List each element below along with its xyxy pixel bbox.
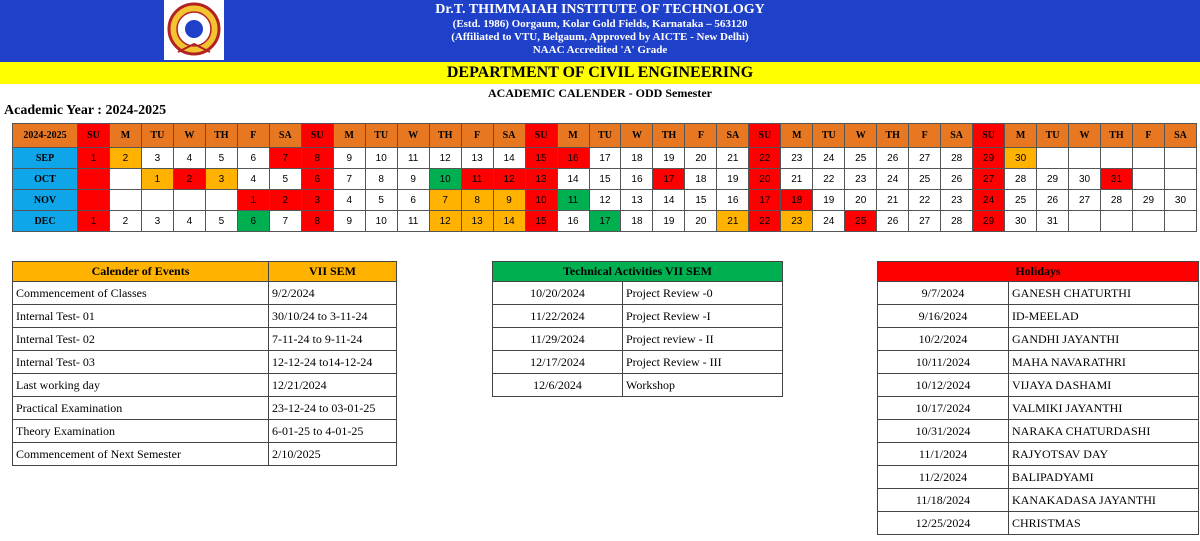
day-cell: 17 (749, 190, 781, 211)
weekday-header: TU (813, 124, 845, 148)
day-cell (1132, 148, 1164, 169)
month-label: NOV (13, 190, 78, 211)
month-label: OCT (13, 169, 78, 190)
institute-name: Dr.T. THIMMAIAH INSTITUTE OF TECHNOLOGY (435, 2, 765, 17)
day-cell: 9 (397, 169, 429, 190)
day-cell: 7 (429, 190, 461, 211)
day-cell: 26 (877, 148, 909, 169)
department-title: DEPARTMENT OF CIVIL ENGINEERING (0, 62, 1200, 84)
day-cell: 2 (109, 148, 141, 169)
day-cell: 20 (845, 190, 877, 211)
day-cell: 23 (941, 190, 973, 211)
holidays-table (877, 261, 1199, 535)
day-cell: 5 (205, 148, 237, 169)
day-cell: 16 (557, 148, 589, 169)
table-row (13, 305, 397, 328)
event-name: Internal Test- 01 (13, 305, 269, 328)
institute-header (0, 0, 1200, 62)
day-cell: 9 (493, 190, 525, 211)
day-cell: 27 (973, 169, 1005, 190)
day-cell (205, 190, 237, 211)
month-row (13, 190, 1197, 211)
day-cell: 23 (845, 169, 877, 190)
weekday-header: TH (1101, 124, 1133, 148)
day-cell: 31 (1037, 211, 1069, 232)
weekday-header: F (1132, 124, 1164, 148)
day-cell: 27 (909, 211, 941, 232)
day-cell: 21 (877, 190, 909, 211)
day-cell: 7 (333, 169, 365, 190)
day-cell: 21 (781, 169, 813, 190)
table-row (493, 374, 783, 397)
holiday-name: VIJAYA DASHAMI (1009, 374, 1199, 397)
weekday-header: SA (269, 124, 301, 148)
day-cell: 22 (749, 148, 781, 169)
weekday-header: W (397, 124, 429, 148)
table-row (878, 397, 1199, 420)
day-cell: 13 (461, 148, 493, 169)
day-cell: 5 (269, 169, 301, 190)
day-cell: 11 (397, 211, 429, 232)
day-cell (1101, 148, 1133, 169)
holiday-name: VALMIKI JAYANTHI (1009, 397, 1199, 420)
day-cell: 22 (909, 190, 941, 211)
day-cell (109, 190, 141, 211)
weekday-header: W (173, 124, 205, 148)
day-cell: 4 (237, 169, 269, 190)
table-row (13, 443, 397, 466)
day-cell: 17 (589, 148, 621, 169)
day-cell: 30 (1164, 190, 1196, 211)
day-cell: 14 (557, 169, 589, 190)
day-cell: 8 (365, 169, 397, 190)
table-row (878, 489, 1199, 512)
day-cell: 30 (1069, 169, 1101, 190)
holiday-date: 12/25/2024 (878, 512, 1009, 535)
day-cell: 25 (845, 211, 877, 232)
day-cell: 23 (781, 148, 813, 169)
holidays-header-label: Holidays (878, 262, 1199, 282)
weekday-header: SA (717, 124, 749, 148)
weekday-header: F (909, 124, 941, 148)
table-row (878, 328, 1199, 351)
day-cell: 16 (621, 169, 653, 190)
holiday-date: 11/1/2024 (878, 443, 1009, 466)
day-cell: 9 (333, 211, 365, 232)
holiday-name: BALIPADYAMI (1009, 466, 1199, 489)
event-name: Internal Test- 02 (13, 328, 269, 351)
weekday-header: TU (365, 124, 397, 148)
calendar-of-events-table (12, 261, 397, 466)
day-cell: 1 (141, 169, 173, 190)
holiday-name: RAJYOTSAV DAY (1009, 443, 1199, 466)
day-cell: 24 (813, 148, 845, 169)
day-cell (1164, 211, 1196, 232)
table-row (878, 374, 1199, 397)
month-row (13, 148, 1197, 169)
day-cell: 3 (141, 148, 173, 169)
day-cell (1164, 169, 1196, 190)
academic-year: Academic Year : 2024-2025 (4, 103, 167, 118)
weekday-header: M (1005, 124, 1037, 148)
day-cell: 15 (685, 190, 717, 211)
day-cell: 28 (941, 211, 973, 232)
weekday-header: TH (429, 124, 461, 148)
event-name: Commencement of Classes (13, 282, 269, 305)
day-cell: 8 (301, 148, 333, 169)
technical-activities-table (492, 261, 783, 397)
day-cell: 22 (749, 211, 781, 232)
day-cell: 8 (301, 211, 333, 232)
day-cell: 2 (109, 211, 141, 232)
day-cell: 2 (173, 169, 205, 190)
day-cell: 4 (173, 148, 205, 169)
day-cell: 20 (685, 148, 717, 169)
day-cell: 18 (621, 148, 653, 169)
weekday-header: TH (653, 124, 685, 148)
holiday-name: GANESH CHATURTHI (1009, 282, 1199, 305)
holiday-date: 10/12/2024 (878, 374, 1009, 397)
event-name: Internal Test- 03 (13, 351, 269, 374)
day-cell: 27 (1069, 190, 1101, 211)
day-cell: 10 (525, 190, 557, 211)
activity-name: Project Review - III (623, 351, 783, 374)
day-cell: 12 (429, 211, 461, 232)
table-row (878, 305, 1199, 328)
day-cell: 24 (973, 190, 1005, 211)
day-cell: 27 (909, 148, 941, 169)
weekday-header: W (621, 124, 653, 148)
event-name: Theory Examination (13, 420, 269, 443)
day-cell: 5 (205, 211, 237, 232)
day-cell: 16 (557, 211, 589, 232)
technical-header-label: Technical Activities VII SEM (493, 262, 783, 282)
table-row (13, 328, 397, 351)
day-cell: 14 (653, 190, 685, 211)
event-date: 9/2/2024 (269, 282, 397, 305)
day-cell (1101, 211, 1133, 232)
day-cell: 21 (717, 211, 749, 232)
table-row (493, 328, 783, 351)
holiday-name: MAHA NAVARATHRI (1009, 351, 1199, 374)
event-date: 7-11-24 to 9-11-24 (269, 328, 397, 351)
day-cell: 6 (237, 148, 269, 169)
day-cell (1069, 211, 1101, 232)
day-cell: 17 (589, 211, 621, 232)
table-row (878, 443, 1199, 466)
day-cell: 14 (493, 148, 525, 169)
activity-date: 11/22/2024 (493, 305, 623, 328)
weekday-header: M (781, 124, 813, 148)
day-cell: 9 (333, 148, 365, 169)
institute-accreditation: NAAC Accredited 'A' Grade (532, 44, 668, 56)
day-cell: 26 (941, 169, 973, 190)
holiday-date: 11/2/2024 (878, 466, 1009, 489)
holiday-date: 9/7/2024 (878, 282, 1009, 305)
event-date: 6-01-25 to 4-01-25 (269, 420, 397, 443)
table-row (13, 282, 397, 305)
day-cell (1164, 148, 1196, 169)
table-row (878, 351, 1199, 374)
day-cell: 12 (589, 190, 621, 211)
events-header-label: Calender of Events (13, 262, 269, 282)
day-cell: 19 (653, 211, 685, 232)
day-cell: 29 (973, 148, 1005, 169)
day-cell (1132, 211, 1164, 232)
day-cell: 13 (461, 211, 493, 232)
event-date: 2/10/2025 (269, 443, 397, 466)
table-row (13, 374, 397, 397)
institute-seal-icon (164, 0, 224, 60)
activity-date: 10/20/2024 (493, 282, 623, 305)
day-cell: 6 (237, 211, 269, 232)
day-cell: 25 (1005, 190, 1037, 211)
event-name: Commencement of Next Semester (13, 443, 269, 466)
day-cell: 7 (269, 148, 301, 169)
day-cell: 14 (493, 211, 525, 232)
day-cell: 15 (525, 148, 557, 169)
activity-name: Project Review -I (623, 305, 783, 328)
day-cell: 24 (877, 169, 909, 190)
weekday-header: TH (877, 124, 909, 148)
institute-address: (Estd. 1986) Oorgaum, Kolar Gold Fields, Karnataka – 563120 (452, 18, 748, 30)
day-cell: 29 (1037, 169, 1069, 190)
day-cell: 7 (269, 211, 301, 232)
day-cell: 30 (1005, 211, 1037, 232)
day-cell: 18 (685, 169, 717, 190)
day-cell: 10 (365, 148, 397, 169)
table-row (878, 512, 1199, 535)
activity-name: Project review - II (623, 328, 783, 351)
weekday-header: M (333, 124, 365, 148)
month-row (13, 211, 1197, 232)
weekday-header: M (557, 124, 589, 148)
event-date: 23-12-24 to 03-01-25 (269, 397, 397, 420)
day-cell: 6 (397, 190, 429, 211)
day-cell: 28 (1005, 169, 1037, 190)
day-cell: 4 (333, 190, 365, 211)
table-row (13, 351, 397, 374)
day-cell (1132, 169, 1164, 190)
day-cell (78, 169, 110, 190)
month-label: SEP (13, 148, 78, 169)
calendar-subtitle: ACADEMIC CALENDER - ODD Semester (488, 86, 712, 100)
day-cell: 13 (525, 169, 557, 190)
day-header-row (13, 124, 1197, 148)
holiday-date: 9/16/2024 (878, 305, 1009, 328)
weekday-header: TH (205, 124, 237, 148)
event-date: 12/21/2024 (269, 374, 397, 397)
day-cell (173, 190, 205, 211)
day-cell: 26 (1037, 190, 1069, 211)
day-cell: 22 (813, 169, 845, 190)
day-cell: 20 (685, 211, 717, 232)
table-row (13, 420, 397, 443)
holiday-name: CHRISTMAS (1009, 512, 1199, 535)
day-cell: 19 (717, 169, 749, 190)
holiday-name: GANDHI JAYANTHI (1009, 328, 1199, 351)
weekday-header: TU (1037, 124, 1069, 148)
weekday-header: TU (141, 124, 173, 148)
table-row (878, 282, 1199, 305)
day-cell: 12 (493, 169, 525, 190)
day-cell: 23 (781, 211, 813, 232)
day-cell: 29 (1132, 190, 1164, 211)
weekday-header: SU (525, 124, 557, 148)
day-cell: 19 (813, 190, 845, 211)
day-cell (78, 190, 110, 211)
activity-name: Workshop (623, 374, 783, 397)
month-row (13, 169, 1197, 190)
events-header-semester: VII SEM (269, 262, 397, 282)
month-calendar-grid (12, 123, 1197, 232)
weekday-header: SU (973, 124, 1005, 148)
day-cell: 10 (429, 169, 461, 190)
weekday-header: TU (589, 124, 621, 148)
table-row (878, 466, 1199, 489)
holiday-date: 10/11/2024 (878, 351, 1009, 374)
holidays-header-row (878, 262, 1199, 282)
day-cell: 25 (845, 148, 877, 169)
day-cell: 11 (397, 148, 429, 169)
holiday-name: NARAKA CHATURDASHI (1009, 420, 1199, 443)
weekday-header: SA (1164, 124, 1196, 148)
table-row (493, 282, 783, 305)
day-cell: 18 (621, 211, 653, 232)
table-row (13, 397, 397, 420)
holiday-name: KANAKADASA JAYANTHI (1009, 489, 1199, 512)
weekday-header: F (461, 124, 493, 148)
day-cell: 29 (973, 211, 1005, 232)
table-row (493, 351, 783, 374)
events-header-row (13, 262, 397, 282)
day-cell: 19 (653, 148, 685, 169)
day-cell: 1 (237, 190, 269, 211)
event-name: Last working day (13, 374, 269, 397)
day-cell: 6 (301, 169, 333, 190)
day-cell: 1 (78, 211, 110, 232)
table-row (878, 420, 1199, 443)
weekday-header: W (1069, 124, 1101, 148)
weekday-header: SU (749, 124, 781, 148)
day-cell: 15 (589, 169, 621, 190)
holiday-date: 10/31/2024 (878, 420, 1009, 443)
day-cell: 3 (141, 211, 173, 232)
day-cell: 1 (78, 148, 110, 169)
day-cell: 20 (749, 169, 781, 190)
day-cell: 4 (173, 211, 205, 232)
day-cell: 21 (717, 148, 749, 169)
day-cell: 28 (1101, 190, 1133, 211)
day-cell: 24 (813, 211, 845, 232)
institute-affiliation: (Affiliated to VTU, Belgaum, Approved by AICTE - New Delhi) (451, 31, 749, 43)
weekday-header: F (685, 124, 717, 148)
calendar-corner-label: 2024-2025 (13, 124, 78, 148)
activity-name: Project Review -0 (623, 282, 783, 305)
holiday-date: 11/18/2024 (878, 489, 1009, 512)
day-cell (141, 190, 173, 211)
event-date: 30/10/24 to 3-11-24 (269, 305, 397, 328)
day-cell: 8 (461, 190, 493, 211)
day-cell: 18 (781, 190, 813, 211)
day-cell: 13 (621, 190, 653, 211)
weekday-header: SA (493, 124, 525, 148)
technical-header-row (493, 262, 783, 282)
day-cell: 3 (205, 169, 237, 190)
month-label: DEC (13, 211, 78, 232)
day-cell: 17 (653, 169, 685, 190)
weekday-header: F (237, 124, 269, 148)
weekday-header: SU (78, 124, 110, 148)
activity-date: 12/17/2024 (493, 351, 623, 374)
activity-date: 11/29/2024 (493, 328, 623, 351)
event-date: 12-12-24 to14-12-24 (269, 351, 397, 374)
day-cell: 25 (909, 169, 941, 190)
holiday-date: 10/17/2024 (878, 397, 1009, 420)
day-cell: 28 (941, 148, 973, 169)
weekday-header: SU (301, 124, 333, 148)
table-row (493, 305, 783, 328)
activity-date: 12/6/2024 (493, 374, 623, 397)
weekday-header: SA (941, 124, 973, 148)
day-cell: 26 (877, 211, 909, 232)
day-cell (109, 169, 141, 190)
day-cell: 15 (525, 211, 557, 232)
day-cell: 11 (557, 190, 589, 211)
holiday-name: ID-MEELAD (1009, 305, 1199, 328)
day-cell: 11 (461, 169, 493, 190)
day-cell: 2 (269, 190, 301, 211)
event-name: Practical Examination (13, 397, 269, 420)
day-cell: 12 (429, 148, 461, 169)
day-cell: 30 (1005, 148, 1037, 169)
day-cell: 10 (365, 211, 397, 232)
day-cell: 3 (301, 190, 333, 211)
day-cell: 5 (365, 190, 397, 211)
day-cell (1069, 148, 1101, 169)
day-cell: 31 (1101, 169, 1133, 190)
day-cell: 16 (717, 190, 749, 211)
weekday-header: M (109, 124, 141, 148)
weekday-header: W (845, 124, 877, 148)
holiday-date: 10/2/2024 (878, 328, 1009, 351)
day-cell (1037, 148, 1069, 169)
